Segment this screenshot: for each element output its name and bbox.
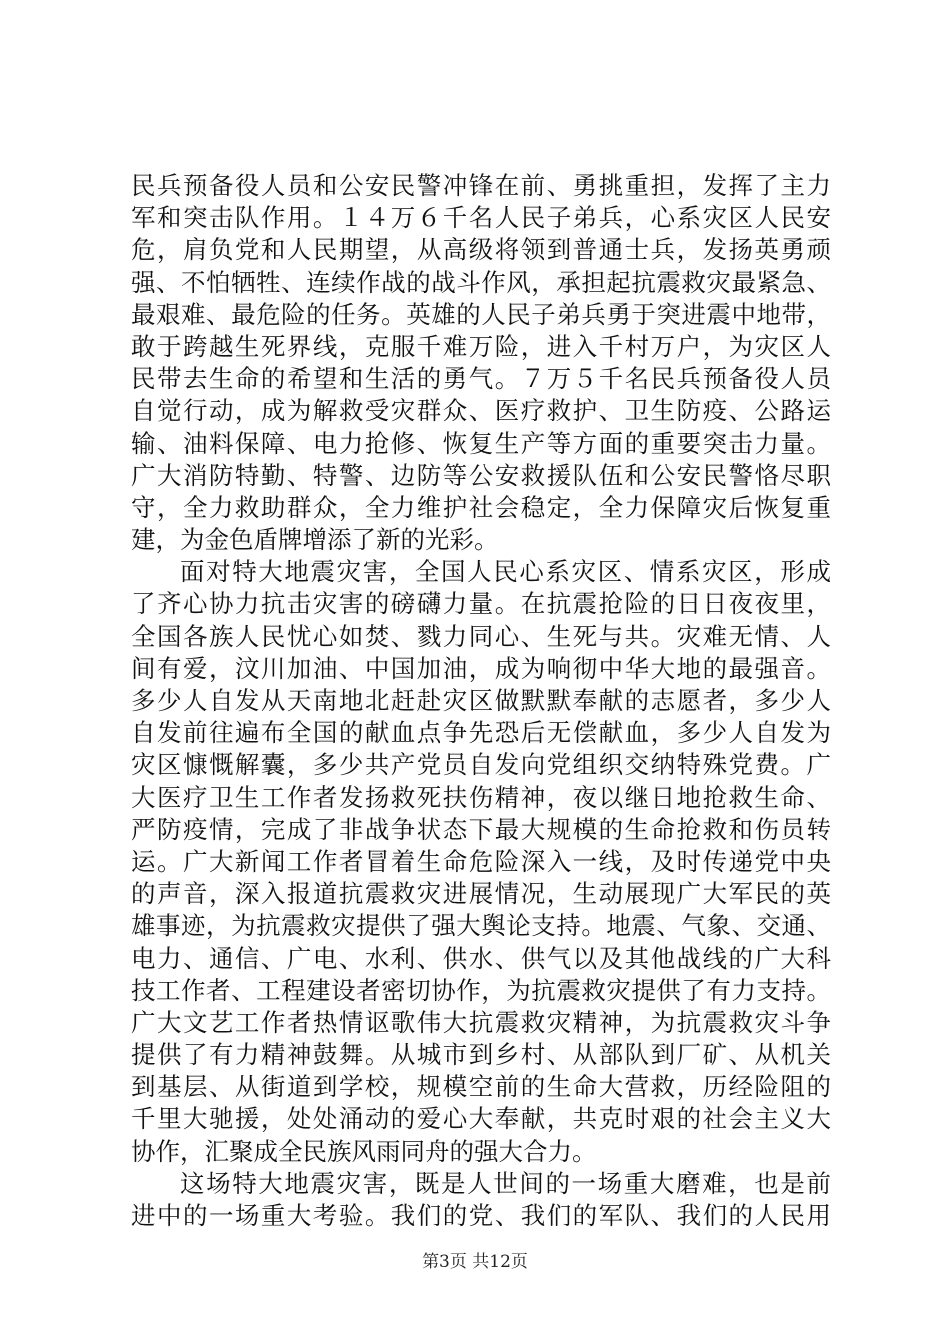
text-line: 大医疗卫生工作者发扬救死扶伤精神，夜以继日地抢救生命、 xyxy=(131,782,831,812)
text-line: 提供了有力精神鼓舞。从城市到乡村、从部队到厂矿、从机关 xyxy=(131,1040,831,1070)
text-line: 间有爱，汶川加油、中国加油，成为响彻中华大地的最强音。 xyxy=(131,653,831,683)
text-line: 这场特大地震灾害，既是人世间的一场重大磨难，也是前 xyxy=(180,1168,831,1198)
text-line: 千里大驰援，处处涌动的爱心大奉献，共克时艰的社会主义大 xyxy=(131,1104,831,1134)
text-line: 民兵预备役人员和公安民警冲锋在前、勇挑重担，发挥了主力 xyxy=(131,171,831,200)
text-line: 雄事迹，为抗震救灾提供了强大舆论支持。地震、气象、交通、 xyxy=(131,911,831,941)
text-line: 输、油料保障、电力抢修、恢复生产等方面的重要突击力量。 xyxy=(131,428,831,458)
page-footer: 第3页 共12页 xyxy=(422,1252,528,1272)
text-line: 协作，汇聚成全民族风雨同舟的强大合力。 xyxy=(131,1136,597,1166)
text-line: 运。广大新闻工作者冒着生命危险深入一线，及时传递党中央 xyxy=(131,846,831,876)
paragraph xyxy=(131,1168,831,1232)
text-line: 灾区慷慨解囊，多少共产党员自发向党组织交纳特殊党费。广 xyxy=(131,750,831,780)
text-line: 多少人自发从天南地北赶赴灾区做默默奉献的志愿者，多少人 xyxy=(131,686,831,715)
text-line: 技工作者、工程建设者密切协作，为抗震救灾提供了有力支持。 xyxy=(131,975,831,1005)
text-line: 电力、通信、广电、水利、供水、供气以及其他战线的广大科 xyxy=(131,943,831,973)
text-line: 自觉行动，成为解救受灾群众、医疗救护、卫生防疫、公路运 xyxy=(131,396,831,426)
text-line: 最艰难、最危险的任务。英雄的人民子弟兵勇于突进震中地带， xyxy=(131,299,831,329)
text-line: 民带去生命的希望和生活的勇气。７万５千名民兵预备役人员 xyxy=(131,364,831,394)
paragraph xyxy=(131,556,831,1168)
text-line: 敢于跨越生死界线，克服千难万险，进入千村万户，为灾区人 xyxy=(131,331,831,361)
text-line: 面对特大地震灾害，全国人民心系灾区、情系灾区，形成 xyxy=(180,557,831,587)
text-line: 建，为金色盾牌增添了新的光彩。 xyxy=(131,525,499,555)
text-line: 危，肩负党和人民期望，从高级将领到普通士兵，发扬英勇顽 xyxy=(131,235,831,265)
text-line: 守，全力救助群众，全力维护社会稳定，全力保障灾后恢复重 xyxy=(131,492,831,522)
text-line: 了齐心协力抗击灾害的磅礴力量。在抗震抢险的日日夜夜里， xyxy=(131,589,831,619)
text-line: 军和突击队作用。１４万６千名人民子弟兵，心系灾区人民安 xyxy=(131,203,831,233)
text-line: 严防疫情，完成了非战争状态下最大规模的生命抢救和伤员转 xyxy=(131,814,831,844)
text-line: 广大文艺工作者热情讴歌伟大抗震救灾精神，为抗震救灾斗争 xyxy=(131,1007,831,1037)
text-line: 进中的一场重大考验。我们的党、我们的军队、我们的人民用 xyxy=(131,1201,831,1230)
text-line: 到基层、从街道到学校，规模空前的生命大营救，历经险阻的 xyxy=(131,1072,831,1102)
text-line: 的声音，深入报道抗震救灾进展情况，生动展现广大军民的英 xyxy=(131,879,831,909)
paragraph xyxy=(131,170,831,556)
body-text xyxy=(131,170,831,1232)
text-line: 自发前往遍布全国的献血点争先恐后无偿献血，多少人自发为 xyxy=(131,718,831,748)
text-line: 广大消防特勤、特警、边防等公安救援队伍和公安民警恪尽职 xyxy=(131,460,831,490)
text-line: 强、不怕牺牲、连续作战的战斗作风，承担起抗震救灾最紧急、 xyxy=(131,267,831,297)
text-line: 全国各族人民忧心如焚、戮力同心、生死与共。灾难无情、人 xyxy=(131,621,831,651)
